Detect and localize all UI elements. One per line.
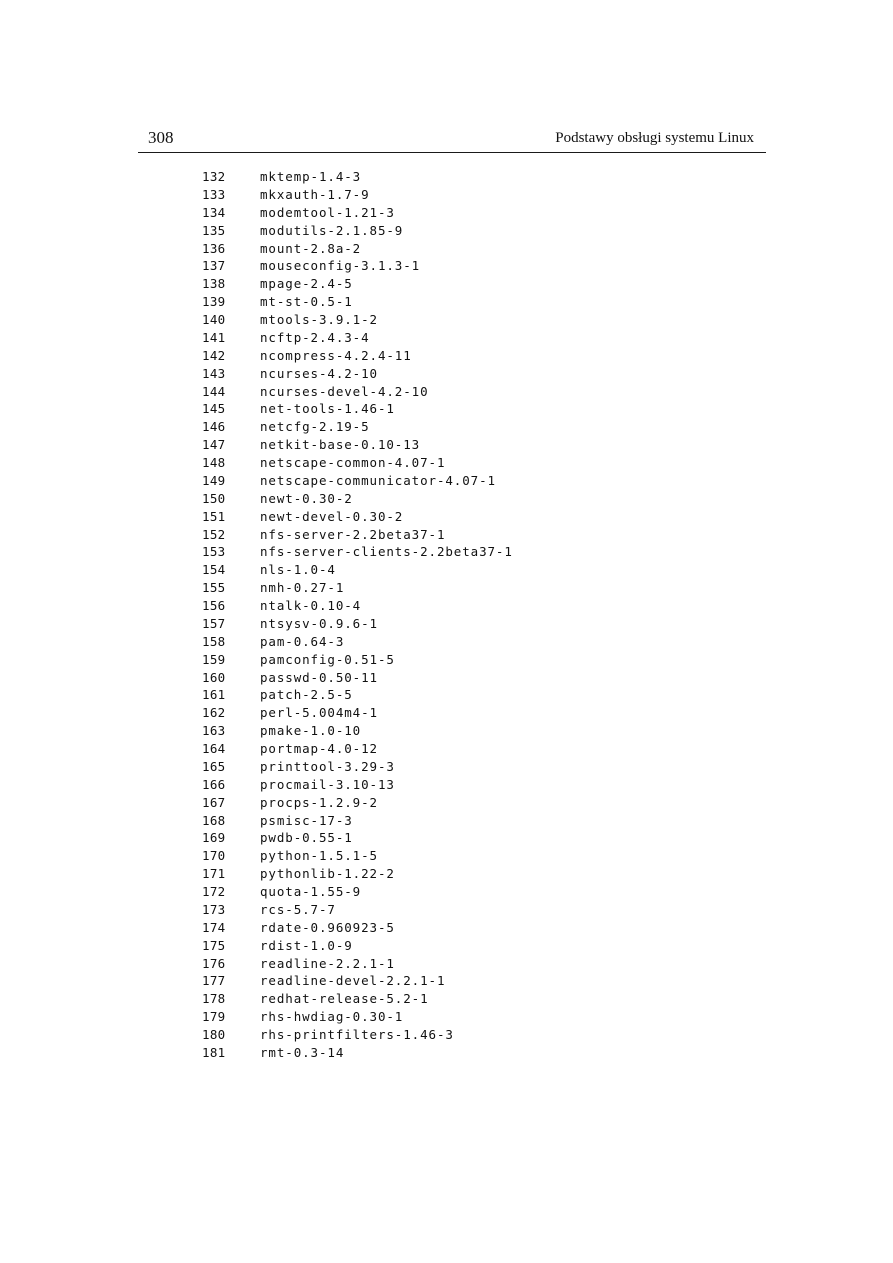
package-name: pmake-1.0-10 xyxy=(260,723,362,739)
package-name: perl-5.004m4-1 xyxy=(260,705,378,721)
package-name: nmh-0.27-1 xyxy=(260,580,345,596)
package-number: 164 xyxy=(202,741,226,756)
package-name: readline-2.2.1-1 xyxy=(260,955,395,971)
package-row xyxy=(202,204,513,222)
package-row xyxy=(202,758,513,776)
package-number: 153 xyxy=(202,544,226,560)
package-number: 175 xyxy=(202,937,226,953)
package-number: 162 xyxy=(202,705,226,721)
package-name: rcs-5.7-7 xyxy=(260,901,336,917)
package-number: 150 xyxy=(202,490,226,506)
package-row xyxy=(202,812,513,830)
package-number: 132 xyxy=(202,169,226,184)
package-name: ncompress-4.2.4-11 xyxy=(260,347,412,363)
package-number: 143 xyxy=(202,365,226,381)
package-name: passwd-0.50-11 xyxy=(260,669,378,685)
package-row xyxy=(202,472,513,490)
package-name: mpage-2.4-5 xyxy=(260,276,353,292)
package-row xyxy=(202,937,513,955)
package-row xyxy=(202,686,513,704)
package-row xyxy=(202,400,513,418)
package-number: 133 xyxy=(202,186,226,202)
package-number: 158 xyxy=(202,633,226,649)
package-number: 152 xyxy=(202,526,226,542)
package-name: rhs-hwdiag-0.30-1 xyxy=(260,1009,404,1025)
package-row xyxy=(202,597,513,615)
package-name: readline-devel-2.2.1-1 xyxy=(260,973,446,989)
package-name: redhat-release-5.2-1 xyxy=(260,991,429,1007)
package-number: 155 xyxy=(202,580,226,596)
package-number: 173 xyxy=(202,901,226,917)
package-row xyxy=(202,1008,513,1026)
package-number: 171 xyxy=(202,866,226,882)
package-number: 172 xyxy=(202,884,226,899)
package-row xyxy=(202,776,513,794)
package-row xyxy=(202,633,513,651)
package-name: modemtool-1.21-3 xyxy=(260,204,395,220)
package-number: 145 xyxy=(202,401,226,417)
package-name: modutils-2.1.85-9 xyxy=(260,222,404,238)
package-name: rdate-0.960923-5 xyxy=(260,919,395,935)
page-number: 308 xyxy=(148,128,174,147)
package-name: pwdb-0.55-1 xyxy=(260,830,353,846)
package-name: nfs-server-2.2beta37-1 xyxy=(260,526,446,542)
package-number: 166 xyxy=(202,776,226,792)
package-name: mtools-3.9.1-2 xyxy=(260,312,378,327)
package-row xyxy=(202,347,513,365)
package-row xyxy=(202,972,513,990)
package-row xyxy=(202,901,513,919)
package-name: nls-1.0-4 xyxy=(260,562,336,578)
package-name: newt-0.30-2 xyxy=(260,490,353,506)
package-row xyxy=(202,990,513,1008)
package-name: netscape-communicator-4.07-1 xyxy=(260,472,496,488)
package-name: ntalk-0.10-4 xyxy=(260,598,362,613)
page-header xyxy=(138,126,766,153)
package-row xyxy=(202,829,513,847)
package-row xyxy=(202,383,513,401)
package-number: 138 xyxy=(202,276,226,292)
package-row xyxy=(202,794,513,812)
package-number: 169 xyxy=(202,830,226,846)
package-number: 146 xyxy=(202,419,226,435)
package-number: 157 xyxy=(202,615,226,631)
package-number: 160 xyxy=(202,669,226,685)
package-row xyxy=(202,722,513,740)
package-number: 136 xyxy=(202,240,226,256)
package-name: ncurses-4.2-10 xyxy=(260,365,378,381)
package-number: 180 xyxy=(202,1027,226,1042)
package-row xyxy=(202,651,513,669)
package-row xyxy=(202,186,513,204)
package-row xyxy=(202,454,513,472)
package-name: psmisc-17-3 xyxy=(260,812,353,828)
package-number: 139 xyxy=(202,294,226,310)
package-name: netscape-common-4.07-1 xyxy=(260,455,446,470)
package-name: quota-1.55-9 xyxy=(260,884,362,899)
package-number: 134 xyxy=(202,204,226,220)
package-row xyxy=(202,329,513,347)
package-row xyxy=(202,865,513,883)
package-name: patch-2.5-5 xyxy=(260,687,353,703)
package-row xyxy=(202,275,513,293)
package-row xyxy=(202,436,513,454)
package-name: net-tools-1.46-1 xyxy=(260,401,395,417)
package-number: 167 xyxy=(202,794,226,810)
package-name: netcfg-2.19-5 xyxy=(260,419,370,435)
package-number: 168 xyxy=(202,812,226,828)
package-name: newt-devel-0.30-2 xyxy=(260,508,404,524)
package-row xyxy=(202,490,513,508)
package-number: 163 xyxy=(202,723,226,739)
package-name: pamconfig-0.51-5 xyxy=(260,651,395,667)
package-number: 144 xyxy=(202,383,226,399)
package-row xyxy=(202,293,513,311)
package-number: 149 xyxy=(202,472,226,488)
package-name: python-1.5.1-5 xyxy=(260,848,378,864)
package-name: printtool-3.29-3 xyxy=(260,758,395,774)
package-number: 147 xyxy=(202,437,226,453)
package-number: 177 xyxy=(202,973,226,989)
package-number: 181 xyxy=(202,1044,226,1060)
package-number: 161 xyxy=(202,687,226,703)
package-number: 176 xyxy=(202,955,226,971)
package-row xyxy=(202,561,513,579)
package-row xyxy=(202,222,513,240)
package-number: 148 xyxy=(202,455,226,470)
package-number: 142 xyxy=(202,347,226,363)
package-number: 156 xyxy=(202,598,226,613)
package-number: 159 xyxy=(202,651,226,667)
package-row xyxy=(202,311,513,329)
package-name: pam-0.64-3 xyxy=(260,633,345,649)
package-row xyxy=(202,543,513,561)
package-row xyxy=(202,240,513,258)
package-row xyxy=(202,1026,513,1044)
package-name: ncurses-devel-4.2-10 xyxy=(260,383,429,399)
package-row xyxy=(202,257,513,275)
package-number: 174 xyxy=(202,919,226,935)
package-name: netkit-base-0.10-13 xyxy=(260,437,421,453)
package-row xyxy=(202,919,513,937)
package-name: nfs-server-clients-2.2beta37-1 xyxy=(260,544,513,560)
package-row xyxy=(202,883,513,901)
package-row xyxy=(202,955,513,973)
package-row xyxy=(202,740,513,758)
package-name: procps-1.2.9-2 xyxy=(260,794,378,810)
package-name: pythonlib-1.22-2 xyxy=(260,866,395,882)
package-name: procmail-3.10-13 xyxy=(260,776,395,792)
package-number: 170 xyxy=(202,848,226,864)
package-row xyxy=(202,526,513,544)
package-name: rmt-0.3-14 xyxy=(260,1044,345,1060)
package-name: rdist-1.0-9 xyxy=(260,937,353,953)
package-name: mktemp-1.4-3 xyxy=(260,169,362,184)
package-name: ncftp-2.4.3-4 xyxy=(260,329,370,345)
package-row xyxy=(202,669,513,687)
package-name: mount-2.8a-2 xyxy=(260,240,362,256)
package-row xyxy=(202,704,513,722)
package-row xyxy=(202,579,513,597)
package-row xyxy=(202,418,513,436)
package-number: 179 xyxy=(202,1009,226,1025)
package-name: mkxauth-1.7-9 xyxy=(260,186,370,202)
package-row xyxy=(202,168,513,186)
package-row xyxy=(202,508,513,526)
package-name: ntsysv-0.9.6-1 xyxy=(260,615,378,631)
package-row xyxy=(202,365,513,383)
package-number: 165 xyxy=(202,758,226,774)
package-number: 137 xyxy=(202,258,226,274)
package-number: 141 xyxy=(202,329,226,345)
package-name: portmap-4.0-12 xyxy=(260,741,378,756)
package-list xyxy=(202,168,513,1062)
package-row xyxy=(202,615,513,633)
package-number: 151 xyxy=(202,508,226,524)
package-name: rhs-printfilters-1.46-3 xyxy=(260,1027,454,1042)
package-row xyxy=(202,847,513,865)
package-name: mt-st-0.5-1 xyxy=(260,294,353,310)
package-number: 154 xyxy=(202,562,226,578)
package-row xyxy=(202,1044,513,1062)
running-title: Podstawy obsługi systemu Linux xyxy=(555,130,754,146)
package-number: 135 xyxy=(202,222,226,238)
package-name: mouseconfig-3.1.3-1 xyxy=(260,258,421,274)
package-number: 140 xyxy=(202,312,226,327)
package-number: 178 xyxy=(202,991,226,1007)
